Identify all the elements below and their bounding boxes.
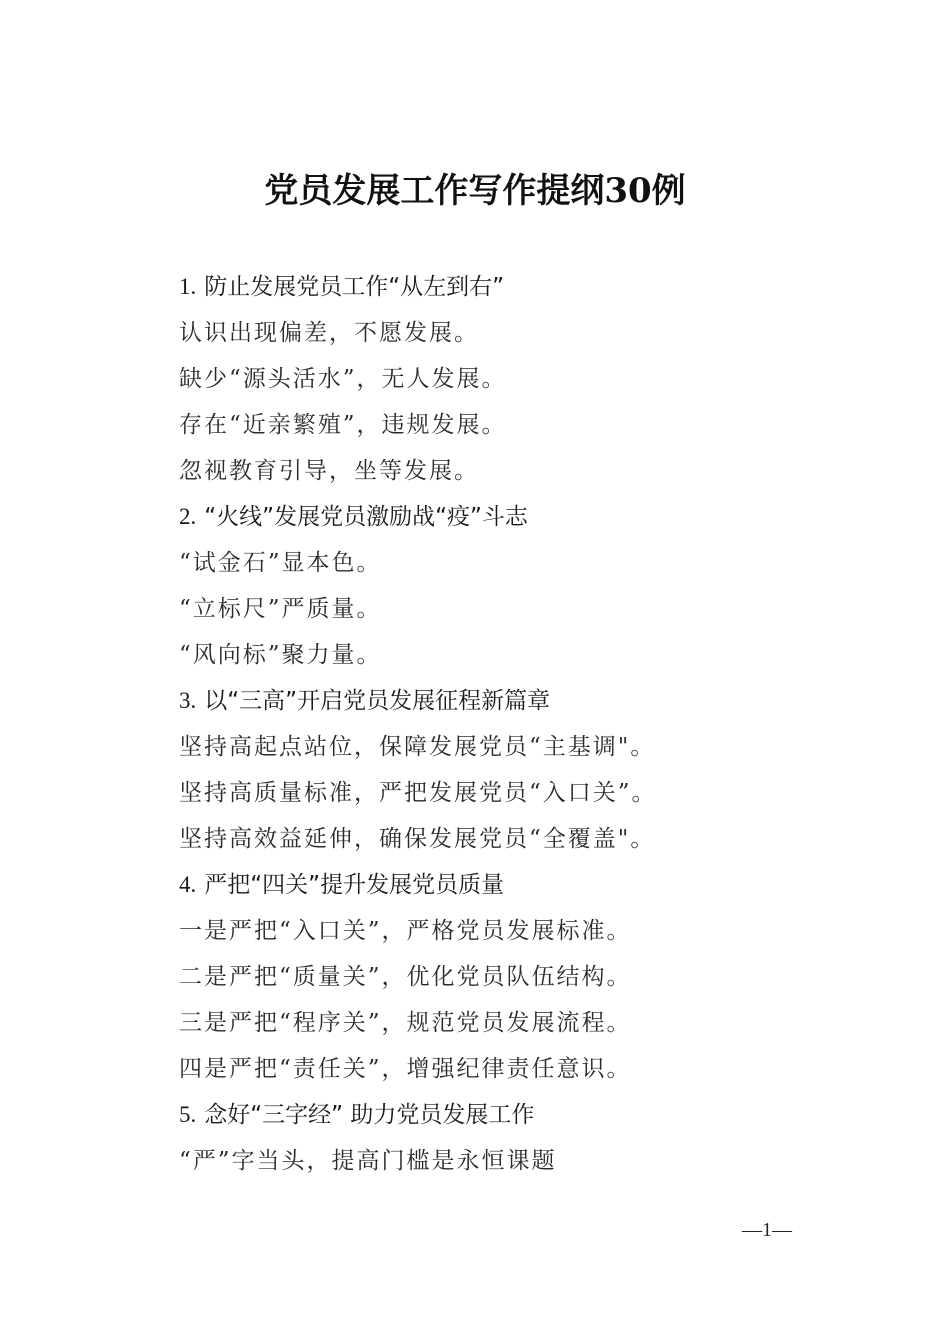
outline-item: 坚持高质量标准，严把发展党员“入口关”。 <box>179 780 657 806</box>
outline-item: 存在“近亲繁殖”，违规发展。 <box>179 412 507 438</box>
section-heading-text: “火线”发展党员激励战“疫”斗志 <box>204 504 528 530</box>
section-heading <box>179 862 819 908</box>
section-heading-text: 以“三高”开启党员发展征程新篇章 <box>204 688 551 714</box>
outline-item: 三是严把“程序关”，规范党员发展流程。 <box>179 1010 632 1036</box>
section-heading-text: 念好“三字经” 助力党员发展工作 <box>204 1102 535 1128</box>
section-number: 5. <box>179 1102 197 1127</box>
section-heading <box>179 1092 819 1138</box>
outline-item: 二是严把“质量关”，优化党员队伍结构。 <box>179 964 632 990</box>
outline-item: “立标尺”严质量。 <box>179 596 382 622</box>
section-number: 2. <box>179 504 197 529</box>
page-number: —1— <box>742 1219 792 1241</box>
outline-item: 缺少“源头活水”，无人发展。 <box>179 366 507 392</box>
section-number: 3. <box>179 688 197 713</box>
outline-item: 一是严把“入口关”，严格党员发展标准。 <box>179 918 632 944</box>
outline-item: 四是严把“责任关”，增强纪律责任意识。 <box>179 1056 632 1082</box>
outline-item: 忽视教育引导，坐等发展。 <box>179 458 479 484</box>
outline-item: “严”字当头，提高门槛是永恒课题 <box>179 1148 557 1174</box>
outline-item: 坚持高起点站位，保障发展党员“主基调"。 <box>179 734 656 760</box>
section-number: 4. <box>179 872 197 897</box>
section-heading <box>179 678 819 724</box>
outline-item: “试金石”显本色。 <box>179 550 382 576</box>
document-title: 党员发展工作写作提纲30例 <box>264 171 686 211</box>
section-heading <box>179 494 819 540</box>
section-heading-text: 严把“四关”提升发展党员质量 <box>204 872 505 898</box>
section-number: 1. <box>179 274 197 299</box>
section-heading-text: 防止发展党员工作“从左到右” <box>204 274 505 300</box>
outline-item: “风向标”聚力量。 <box>179 642 382 668</box>
document-body <box>179 264 819 1184</box>
section-heading <box>179 264 819 310</box>
outline-item: 认识出现偏差，不愿发展。 <box>179 320 479 346</box>
outline-item: 坚持高效益延伸，确保发展党员“全覆盖"。 <box>179 826 656 852</box>
